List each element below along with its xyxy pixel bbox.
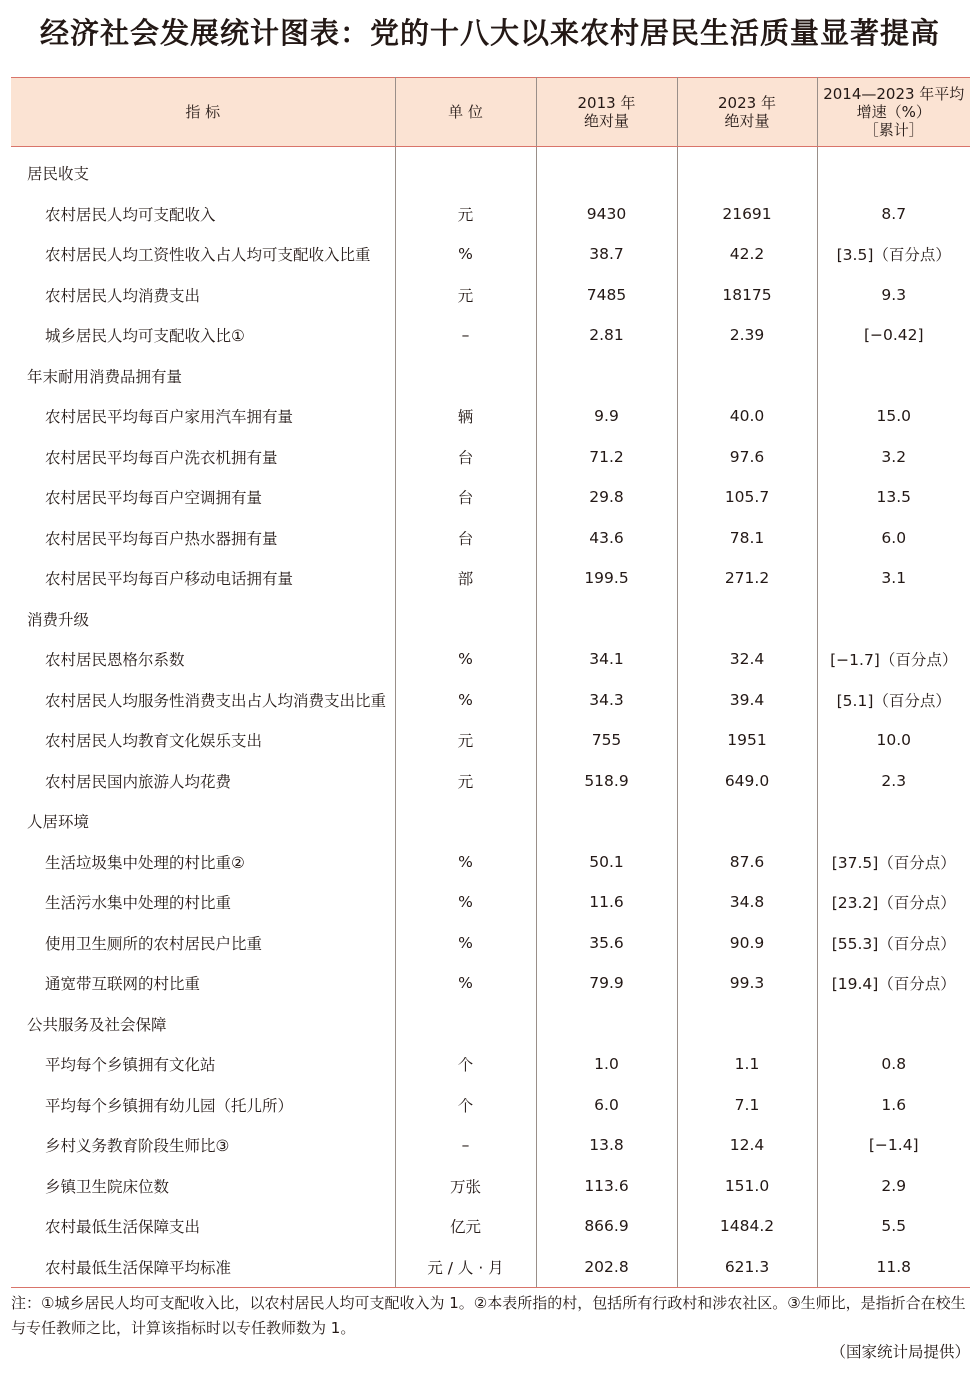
indicator-name: 平均每个乡镇拥有文化站 (11, 1044, 395, 1085)
growth-cell: 8.7 (881, 204, 907, 223)
value-2013-cell: 6.0 (536, 1085, 677, 1126)
value-2013-cell: 199.5 (536, 558, 677, 599)
growth-cell: 15.0 (876, 407, 911, 426)
unit-cell: % (395, 234, 536, 275)
indicator-name: 农村居民平均每百户家用汽车拥有量 (11, 396, 395, 437)
growth-cell: 0.8 (881, 1055, 907, 1074)
unit-cell: 部 (395, 558, 536, 599)
value-2013-cell: 9.9 (536, 396, 677, 437)
indicator-name: 使用卫生厕所的农村居民户比重 (11, 923, 395, 964)
indicator-name: 农村居民平均每百户空调拥有量 (11, 477, 395, 518)
table-row (11, 234, 970, 275)
unit-cell: 元 / 人 · 月 (395, 1247, 536, 1288)
value-2013-cell (536, 801, 677, 842)
category-name: 年末耐用消费品拥有量 (11, 356, 395, 397)
indicator-name: 农村居民平均每百户移动电话拥有量 (11, 558, 395, 599)
value-2013-cell: 7485 (536, 275, 677, 316)
header-indicator: 指 标 (11, 78, 395, 147)
value-2023-cell: 78.1 (677, 518, 817, 559)
indicator-name: 农村最低生活保障平均标准 (11, 1247, 395, 1288)
footnotes: 注：①城乡居民人均可支配收入比，以农村居民人均可支配收入为 1。②本表所指的村，包括所有行政村和涉农社区。③生师比，是指折合在校生与专任教师之比，计算该指标时以专任教师数为 1。 (11, 1294, 966, 1337)
unit-cell: 台 (395, 518, 536, 559)
indicator-name: 农村居民国内旅游人均花费 (11, 761, 395, 802)
header-growth-line3: ［累计］ (863, 121, 924, 139)
growth-cell (817, 801, 970, 842)
indicator-name: 农村居民人均消费支出 (11, 275, 395, 316)
table-row (11, 477, 970, 518)
header-unit: 单 位 (395, 78, 536, 147)
unit-cell: 元 (395, 275, 536, 316)
indicator-name: 农村居民平均每百户洗衣机拥有量 (11, 437, 395, 478)
value-2023-cell: 12.4 (677, 1125, 817, 1166)
unit-cell: % (395, 882, 536, 923)
value-2013-cell: 11.6 (536, 882, 677, 923)
table-row (11, 1206, 970, 1247)
header-row (11, 78, 970, 147)
value-2023-cell (677, 356, 817, 397)
table-row (11, 396, 970, 437)
header-2013-sub: 绝对量 (583, 112, 629, 130)
growth-cell (817, 147, 970, 194)
unit-cell (395, 1004, 536, 1045)
header-growth-line2: 增速（%） (856, 103, 931, 121)
value-2023-cell (677, 147, 817, 194)
value-2013-cell: 43.6 (536, 518, 677, 559)
indicator-name: 农村居民人均教育文化娱乐支出 (11, 720, 395, 761)
growth-cell: [5.1]（百分点） (836, 691, 951, 710)
header-2013-year: 2013 年 (577, 94, 636, 112)
unit-cell: 元 (395, 761, 536, 802)
growth-cell (817, 599, 970, 640)
growth-cell: 1.6 (881, 1095, 907, 1114)
value-2013-cell: 38.7 (536, 234, 677, 275)
table-row (11, 194, 970, 235)
indicator-name: 乡镇卫生院床位数 (11, 1166, 395, 1207)
indicator-name: 农村居民平均每百户热水器拥有量 (11, 518, 395, 559)
table-row (11, 1085, 970, 1126)
indicator-name: 乡村义务教育阶段生师比③ (11, 1125, 395, 1166)
value-2013-cell: 202.8 (536, 1247, 677, 1288)
unit-cell: 元 (395, 194, 536, 235)
value-2013-cell: 2.81 (536, 315, 677, 356)
statistics-table (11, 77, 970, 1288)
table-row (11, 1125, 970, 1166)
category-name: 公共服务及社会保障 (11, 1004, 395, 1045)
table-row (11, 558, 970, 599)
value-2013-cell: 113.6 (536, 1166, 677, 1207)
value-2023-cell: 39.4 (677, 680, 817, 721)
unit-cell: 亿元 (395, 1206, 536, 1247)
growth-cell: [−1.7]（百分点） (830, 651, 958, 670)
growth-cell: 10.0 (876, 731, 911, 750)
value-2013-cell (536, 356, 677, 397)
growth-cell: 2.9 (881, 1176, 907, 1195)
value-2023-cell: 90.9 (677, 923, 817, 964)
indicator-name: 农村居民恩格尔系数 (11, 639, 395, 680)
table-row (11, 275, 970, 316)
table-row (11, 963, 970, 1004)
header-growth (817, 78, 970, 147)
indicator-name: 通宽带互联网的村比重 (11, 963, 395, 1004)
value-2023-cell (677, 1004, 817, 1045)
category-row (11, 801, 970, 842)
value-2023-cell: 271.2 (677, 558, 817, 599)
value-2013-cell: 755 (536, 720, 677, 761)
table-row (11, 315, 970, 356)
growth-cell: 2.3 (881, 771, 907, 790)
table-row (11, 1247, 970, 1288)
unit-cell: – (395, 315, 536, 356)
value-2013-cell: 35.6 (536, 923, 677, 964)
source-credit: （国家统计局提供） (830, 1343, 970, 1361)
header-2023-sub: 绝对量 (724, 112, 770, 130)
growth-cell: 6.0 (881, 528, 907, 547)
growth-cell: 13.5 (876, 488, 911, 507)
value-2013-cell: 50.1 (536, 842, 677, 883)
header-growth-line1: 2014—2023 年平均 (823, 85, 965, 103)
indicator-name: 生活垃圾集中处理的村比重② (11, 842, 395, 883)
unit-cell: 万张 (395, 1166, 536, 1207)
value-2013-cell (536, 1004, 677, 1045)
table-row (11, 1044, 970, 1085)
growth-cell: [−1.4] (868, 1136, 919, 1155)
unit-cell: 个 (395, 1085, 536, 1126)
value-2023-cell: 1.1 (677, 1044, 817, 1085)
header-2013 (536, 78, 677, 147)
value-2023-cell: 18175 (677, 275, 817, 316)
category-name: 人居环境 (11, 801, 395, 842)
unit-cell: 元 (395, 720, 536, 761)
value-2023-cell (677, 599, 817, 640)
growth-cell: 5.5 (881, 1217, 907, 1236)
value-2013-cell: 518.9 (536, 761, 677, 802)
growth-cell: [23.2]（百分点） (831, 894, 956, 913)
category-name: 居民收支 (11, 147, 395, 194)
value-2013-cell: 29.8 (536, 477, 677, 518)
growth-cell: 3.1 (881, 569, 907, 588)
category-name: 消费升级 (11, 599, 395, 640)
value-2013-cell: 79.9 (536, 963, 677, 1004)
value-2023-cell: 99.3 (677, 963, 817, 1004)
value-2023-cell: 621.3 (677, 1247, 817, 1288)
growth-cell: [55.3]（百分点） (831, 934, 956, 953)
table-body (11, 147, 970, 1288)
indicator-name: 农村最低生活保障支出 (11, 1206, 395, 1247)
value-2023-cell: 87.6 (677, 842, 817, 883)
indicator-name: 生活污水集中处理的村比重 (11, 882, 395, 923)
value-2013-cell: 71.2 (536, 437, 677, 478)
header-2023-year: 2023 年 (718, 94, 776, 112)
growth-cell: [3.5]（百分点） (836, 246, 951, 265)
table-row (11, 720, 970, 761)
value-2023-cell: 151.0 (677, 1166, 817, 1207)
value-2023-cell: 2.39 (677, 315, 817, 356)
table-row (11, 680, 970, 721)
value-2023-cell: 105.7 (677, 477, 817, 518)
table-row (11, 437, 970, 478)
value-2023-cell: 7.1 (677, 1085, 817, 1126)
statistics-table-wrapper (11, 77, 970, 1288)
category-row (11, 147, 970, 194)
category-row (11, 599, 970, 640)
value-2023-cell: 1484.2 (677, 1206, 817, 1247)
indicator-name: 农村居民人均工资性收入占人均可支配收入比重 (11, 234, 395, 275)
value-2023-cell: 34.8 (677, 882, 817, 923)
unit-cell: 个 (395, 1044, 536, 1085)
unit-cell: % (395, 639, 536, 680)
indicator-name: 平均每个乡镇拥有幼儿园（托儿所） (11, 1085, 395, 1126)
growth-cell: 11.8 (817, 1247, 970, 1288)
value-2013-cell: 866.9 (536, 1206, 677, 1247)
header-2023 (677, 78, 817, 147)
table-row (11, 761, 970, 802)
value-2023-cell: 649.0 (677, 761, 817, 802)
unit-cell: 台 (395, 477, 536, 518)
value-2013-cell (536, 599, 677, 640)
value-2013-cell: 13.8 (536, 1125, 677, 1166)
value-2023-cell: 32.4 (677, 639, 817, 680)
table-row (11, 842, 970, 883)
growth-cell: [37.5]（百分点） (831, 853, 956, 872)
value-2013-cell: 34.3 (536, 680, 677, 721)
value-2013-cell: 1.0 (536, 1044, 677, 1085)
value-2023-cell: 1951 (677, 720, 817, 761)
growth-cell: [−0.42] (863, 326, 924, 345)
table-row (11, 923, 970, 964)
unit-cell (395, 356, 536, 397)
unit-cell: 台 (395, 437, 536, 478)
unit-cell: 辆 (395, 396, 536, 437)
value-2023-cell: 40.0 (677, 396, 817, 437)
unit-cell: – (395, 1125, 536, 1166)
category-row (11, 1004, 970, 1045)
unit-cell: % (395, 680, 536, 721)
growth-cell: [19.4]（百分点） (831, 975, 956, 994)
indicator-name: 农村居民人均可支配收入 (11, 194, 395, 235)
table-row (11, 882, 970, 923)
value-2023-cell (677, 801, 817, 842)
table-row (11, 1166, 970, 1207)
value-2023-cell: 42.2 (677, 234, 817, 275)
unit-cell (395, 599, 536, 640)
value-2013-cell: 9430 (536, 194, 677, 235)
indicator-name: 农村居民人均服务性消费支出占人均消费支出比重 (11, 680, 395, 721)
value-2023-cell: 21691 (677, 194, 817, 235)
growth-cell (817, 1004, 970, 1045)
table-row (11, 639, 970, 680)
unit-cell (395, 801, 536, 842)
growth-cell: 3.2 (881, 447, 907, 466)
unit-cell: % (395, 923, 536, 964)
value-2013-cell: 34.1 (536, 639, 677, 680)
growth-cell (817, 356, 970, 397)
value-2023-cell: 97.6 (677, 437, 817, 478)
value-2013-cell (536, 147, 677, 194)
unit-cell (395, 147, 536, 194)
indicator-name: 城乡居民人均可支配收入比① (11, 315, 395, 356)
unit-cell: % (395, 842, 536, 883)
page-title: 经济社会发展统计图表：党的十八大以来农村居民生活质量显著提高 (39, 16, 940, 50)
category-row (11, 356, 970, 397)
growth-cell: 9.3 (881, 285, 907, 304)
table-row (11, 518, 970, 559)
unit-cell: % (395, 963, 536, 1004)
